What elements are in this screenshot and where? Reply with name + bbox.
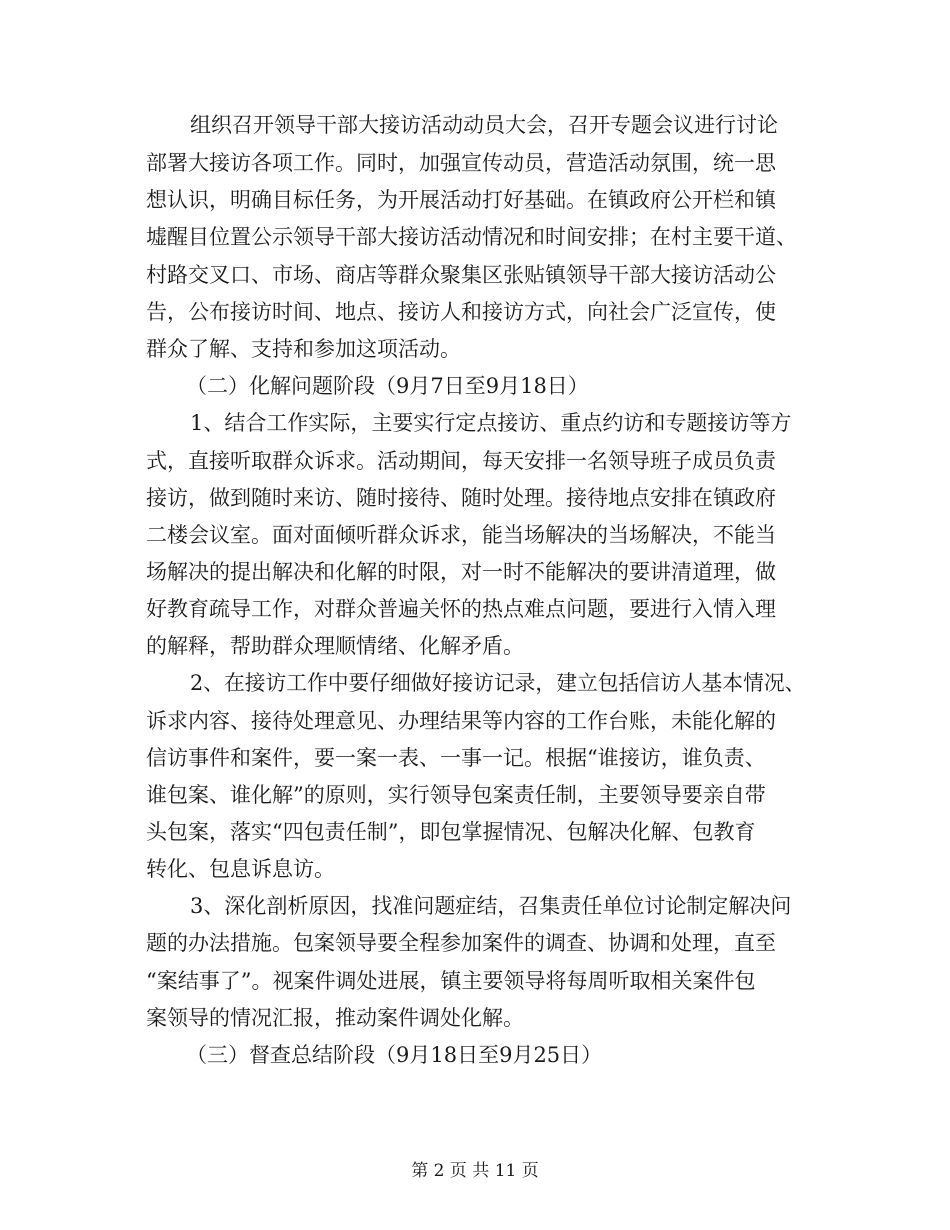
text-line: 1、结合工作实际，主要实行定点接访、重点约访和专题接访等方	[190, 411, 792, 435]
text-line: 村路交叉口、市场、商店等群众聚集区张贴镇领导干部大接访活动公	[146, 263, 776, 287]
text-line: 群众了解、支持和参加这项活动。	[146, 337, 461, 361]
text-line: 的解释，帮助群众理顺情绪、化解矛盾。	[146, 634, 524, 658]
section-heading: （二）化解问题阶段（9月7日至9月18日）	[186, 374, 589, 398]
text-line: 告，公布接访时间、地点、接访人和接访方式，向社会广泛宣传，使	[146, 300, 776, 324]
text-line: 2、在接访工作中要仔细做好接访记录，建立包括信访人基本情况、	[190, 671, 806, 695]
text-line: 想认识，明确目标任务，为开展活动打好基础。在镇政府公开栏和镇	[146, 188, 776, 212]
section-heading: （三）督查总结阶段（9月18日至9月25日）	[186, 1043, 603, 1067]
text-line: 部署大接访各项工作。同时，加强宣传动员，营造活动氛围，统一思	[146, 151, 776, 175]
text-line: 转化、包息诉息访。	[146, 857, 335, 881]
text-line: “案结事了”。视案件调处进展，镇主要领导将每周听取相关案件包	[146, 969, 756, 993]
text-line: 案领导的情况汇报，推动案件调处化解。	[146, 1006, 524, 1030]
text-line: 接访，做到随时来访、随时接待、随时处理。接待地点安排在镇政府	[146, 486, 776, 510]
text-line: 墟醒目位置公示领导干部大接访活动情况和时间安排；在村主要干道、	[146, 225, 797, 249]
text-line: 3、深化剖析原因，找准问题症结，召集责任单位讨论制定解决问	[190, 894, 792, 918]
text-line: 好教育疏导工作，对群众普遍关怀的热点难点问题，要进行入情入理	[146, 597, 776, 621]
text-line: 诉求内容、接待处理意见、办理结果等内容的工作台账，未能化解的	[146, 709, 776, 733]
text-line: 二楼会议室。面对面倾听群众诉求，能当场解决的当场解决，不能当	[146, 523, 776, 547]
text-line: 式，直接听取群众诉求。活动期间，每天安排一名领导班子成员负责	[146, 449, 776, 473]
text-line: 题的办法措施。包案领导要全程参加案件的调查、协调和处理，直至	[146, 931, 776, 955]
page-footer: 第 2 页 共 11 页	[411, 1161, 539, 1181]
text-line: 信访事件和案件，要一案一表、一事一记。根据“谁接访，谁负责、	[146, 746, 766, 770]
text-line: 头包案，落实“四包责任制”，即包掌握情况、包解决化解、包教育	[146, 820, 756, 844]
text-line: 谁包案、谁化解”的原则，实行领导包案责任制，主要领导要亲自带	[146, 783, 766, 807]
text-line: 场解决的提出解决和化解的时限，对一时不能解决的要讲清道理，做	[146, 560, 776, 584]
text-line: 组织召开领导干部大接访活动动员大会，召开专题会议进行讨论	[190, 113, 778, 137]
